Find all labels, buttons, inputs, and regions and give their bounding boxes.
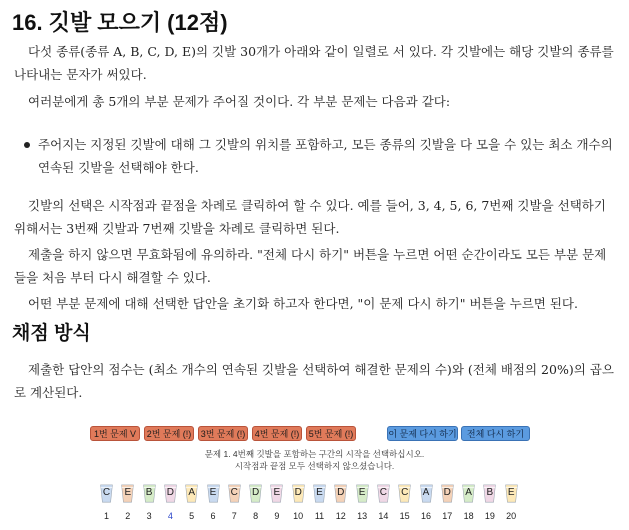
flag-letter: A xyxy=(188,487,196,498)
subproblem-1-button[interactable]: 1번 문제 V xyxy=(90,426,140,441)
flag-letter: D xyxy=(337,487,345,498)
flag-number: 11 xyxy=(314,511,325,521)
flag-letter: E xyxy=(273,487,281,498)
flag-row xyxy=(0,484,629,530)
bullet-text: 주어지는 지정된 깃발에 대해 그 깃발의 위치를 포함하고, 모든 종류의 깃발을 다 모을 수 있는 최소 개수의 연속된 깃발을 선택해야 한다. xyxy=(38,137,613,175)
flag-letter: E xyxy=(124,487,132,498)
flag-number: 8 xyxy=(253,511,259,521)
flag-letter: D xyxy=(166,487,174,498)
flag-number: 18 xyxy=(463,511,474,521)
flag-letter: A xyxy=(422,487,430,498)
flag-number: 1 xyxy=(103,511,109,521)
flag-number: 16 xyxy=(420,511,431,521)
flag-number: 12 xyxy=(335,511,346,521)
scoring-paragraph: 제출한 답안의 점수는 (최소 개수의 연속된 깃발을 선택하여 해결한 문제의 수)와 (전체 배점의 20%)의 곱으로 계산된다. xyxy=(14,362,614,400)
intro-paragraph-1: 다섯 종류(종류 A, B, C, D, E)의 깃발 30개가 아래와 같이 일렬로 서 있다. 각 깃발에는 해당 깃발의 종류를 나타내는 문자가 써있다. xyxy=(14,44,614,82)
subproblem-2-button[interactable]: 2번 문제 (!) xyxy=(144,426,194,441)
flag-letter: B xyxy=(145,487,153,498)
subproblem-3-button[interactable]: 3번 문제 (!) xyxy=(198,426,248,441)
flag-number: 17 xyxy=(442,511,453,521)
flag-number: 13 xyxy=(357,511,368,521)
flag-letter: D xyxy=(443,487,451,498)
flag-number: 15 xyxy=(399,511,410,521)
instruction-line-1: 문제 1. 4번째 깃발을 포함하는 구간의 시작을 선택하십시오. xyxy=(204,449,425,459)
reset-all-button[interactable]: 전체 다시 하기 xyxy=(461,426,530,441)
flag-number: 20 xyxy=(506,511,517,521)
flag-number: 19 xyxy=(484,511,495,521)
retry-paragraph: 어떤 부분 문제에 대해 선택한 답안을 초기화 하고자 한다면, "이 문제 다시 하기" 버튼을 누르면 된다. xyxy=(28,296,578,311)
retry-problem-button[interactable]: 이 문제 다시 하기 xyxy=(387,426,458,441)
page-title: 16. 깃발 모으기 (12점) xyxy=(12,10,228,35)
bullet-item xyxy=(38,133,616,179)
flag-number: 10 xyxy=(293,511,304,521)
subproblem-5-button[interactable]: 5번 문제 (!) xyxy=(306,426,356,441)
flag-number: 14 xyxy=(378,511,389,521)
subproblem-4-button[interactable]: 4번 문제 (!) xyxy=(252,426,302,441)
flag-letter: E xyxy=(316,487,323,498)
flag-number: 2 xyxy=(125,511,131,521)
flag-letter: C xyxy=(230,487,238,498)
instruction-line-2: 시작점과 끝점 모두 선택하지 않으셨습니다. xyxy=(234,461,395,471)
flag-letter: E xyxy=(358,487,366,498)
flag-number: 5 xyxy=(189,511,195,521)
flag-number: 4 xyxy=(167,511,173,521)
bullet-dot-icon xyxy=(24,142,30,148)
flag-number: 9 xyxy=(274,511,280,521)
flag-letter: A xyxy=(465,487,472,498)
intro-paragraph-2: 여러분에게 총 5개의 부분 문제가 주어질 것이다. 각 부분 문제는 다음과 같다: xyxy=(28,94,451,109)
flag-letter: C xyxy=(379,487,387,498)
submit-paragraph: 제출을 하지 않으면 무효화됨에 유의하라. "전체 다시 하기" 버튼을 누르면 어떤 순간이라도 모든 부분 문제들을 처음 부터 다시 해결할 수 있다. xyxy=(14,247,607,285)
flag-letter: C xyxy=(401,487,409,498)
scoring-heading: 채점 방식 xyxy=(12,323,91,344)
flag-number: 6 xyxy=(210,511,216,521)
flag-letter: B xyxy=(486,487,494,498)
flag-letter: C xyxy=(102,487,111,498)
flag-letter: D xyxy=(251,487,260,498)
flag-letter: E xyxy=(209,487,217,498)
flag-number: 7 xyxy=(231,511,237,521)
selection-paragraph: 깃발의 선택은 시작점과 끝점을 차례로 클릭하여 할 수 있다. 예를 들어, 3, 4, 5, 6, 7번째 깃발을 선택하기 위해서는 3번째 깃발과 7번째 깃발을 차례로 클릭하면 된다. xyxy=(14,198,606,236)
flag-letter: D xyxy=(294,487,302,498)
flag-number: 3 xyxy=(146,511,152,521)
flag-letter: E xyxy=(507,487,515,498)
